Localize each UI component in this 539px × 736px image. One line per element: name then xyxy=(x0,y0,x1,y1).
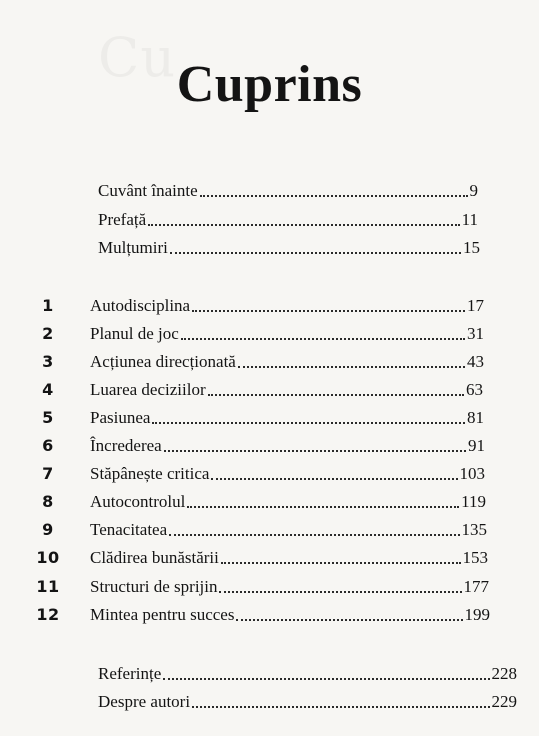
dot-leader xyxy=(164,450,466,452)
toc-entry-label: Despre autori xyxy=(98,692,191,711)
chapter-number: 2 xyxy=(42,324,54,343)
toc-entry-label: Autocontrolul xyxy=(90,492,186,511)
toc-entry-label: Mulțumiri xyxy=(98,238,168,257)
toc-entry-page: 153 xyxy=(462,548,488,567)
dot-leader xyxy=(148,224,459,226)
toc-entry-page: 17 xyxy=(467,296,484,315)
toc-entry-label: Prefață xyxy=(98,210,147,229)
toc-chapter-entry xyxy=(42,516,487,540)
chapter-number: 1 xyxy=(42,296,54,315)
toc-entry-label: Stăpânește critica xyxy=(90,464,210,483)
toc-chapter-entry xyxy=(42,460,485,484)
toc-entry-page: 103 xyxy=(459,464,485,483)
toc-entry-page: 31 xyxy=(467,324,484,343)
toc-entry-front xyxy=(98,206,478,230)
toc-entry-page: 63 xyxy=(466,380,483,399)
toc-chapter-entry xyxy=(42,376,483,400)
toc-chapter-entry xyxy=(42,404,484,428)
chapter-number: 3 xyxy=(42,352,54,371)
toc-chapter-entry xyxy=(42,488,486,512)
chapter-number: 12 xyxy=(36,605,60,624)
toc-chapter-entry xyxy=(36,573,489,597)
toc-entry-page: 15 xyxy=(463,238,480,257)
toc-entry-label: Pasiunea xyxy=(90,408,151,427)
toc-chapter-entry xyxy=(42,348,484,372)
toc-entry-label: Mintea pentru succes xyxy=(90,605,235,624)
chapter-number: 6 xyxy=(42,436,54,455)
toc-entry-front xyxy=(98,177,478,201)
toc-entry-label: Încrederea xyxy=(90,436,162,455)
chapter-number: 4 xyxy=(42,380,54,399)
toc-entry-page: 43 xyxy=(467,352,484,371)
dot-leader xyxy=(238,366,465,368)
toc-entry-label: Autodisciplina xyxy=(90,296,191,315)
dot-leader xyxy=(181,338,465,340)
dot-leader xyxy=(211,478,457,480)
toc-chapter-entry xyxy=(42,292,484,316)
toc-entry-page: 81 xyxy=(467,408,484,427)
page-title: Cuprins xyxy=(176,55,363,113)
toc-entry-label: Clădirea bunăstării xyxy=(90,548,219,567)
dot-leader xyxy=(200,195,468,197)
dot-leader xyxy=(192,706,489,708)
toc-entry-page: 91 xyxy=(468,436,485,455)
toc-entry-label: Acțiunea direcționată xyxy=(90,352,236,371)
toc-chapter-entry xyxy=(36,601,490,625)
toc-entry-page: 119 xyxy=(461,492,486,511)
toc-entry-label: Referințe xyxy=(98,664,162,683)
dot-leader xyxy=(236,619,462,621)
toc-chapter-entry xyxy=(36,544,488,568)
toc-chapter-entry xyxy=(42,432,485,456)
toc-entry-page: 228 xyxy=(491,664,517,683)
dot-leader xyxy=(187,506,459,508)
dot-leader xyxy=(163,678,489,680)
toc-entry-label: Structuri de sprijin xyxy=(90,577,218,596)
dot-leader xyxy=(169,534,459,536)
toc-entry-label: Planul de joc xyxy=(90,324,179,343)
chapter-number: 8 xyxy=(42,492,54,511)
toc-entry-page: 177 xyxy=(463,577,489,596)
toc-entry-page: 135 xyxy=(461,520,487,539)
toc-entry-page: 11 xyxy=(461,210,478,229)
bleed-through-text: Cu xyxy=(98,26,177,89)
toc-entry-front xyxy=(98,234,480,258)
chapter-number: 9 xyxy=(42,520,54,539)
dot-leader xyxy=(192,310,465,312)
toc-entry-label: Luarea deciziilor xyxy=(90,380,206,399)
toc-entry-back xyxy=(98,688,517,712)
chapter-number: 11 xyxy=(36,577,60,596)
toc-entry-page: 9 xyxy=(469,181,478,200)
dot-leader xyxy=(221,562,461,564)
toc-entry-back xyxy=(98,660,517,684)
toc-entry-label: Cuvânt înainte xyxy=(98,181,198,200)
chapter-number: 7 xyxy=(42,464,54,483)
chapter-number: 5 xyxy=(42,408,54,427)
toc-chapter-entry xyxy=(42,320,484,344)
toc-entry-page: 199 xyxy=(464,605,490,624)
chapter-number: 10 xyxy=(36,548,60,567)
toc-entry-label: Tenacitatea xyxy=(90,520,168,539)
dot-leader xyxy=(152,422,465,424)
dot-leader xyxy=(170,252,461,254)
dot-leader xyxy=(208,394,464,396)
toc-entry-page: 229 xyxy=(491,692,517,711)
dot-leader xyxy=(219,591,461,593)
